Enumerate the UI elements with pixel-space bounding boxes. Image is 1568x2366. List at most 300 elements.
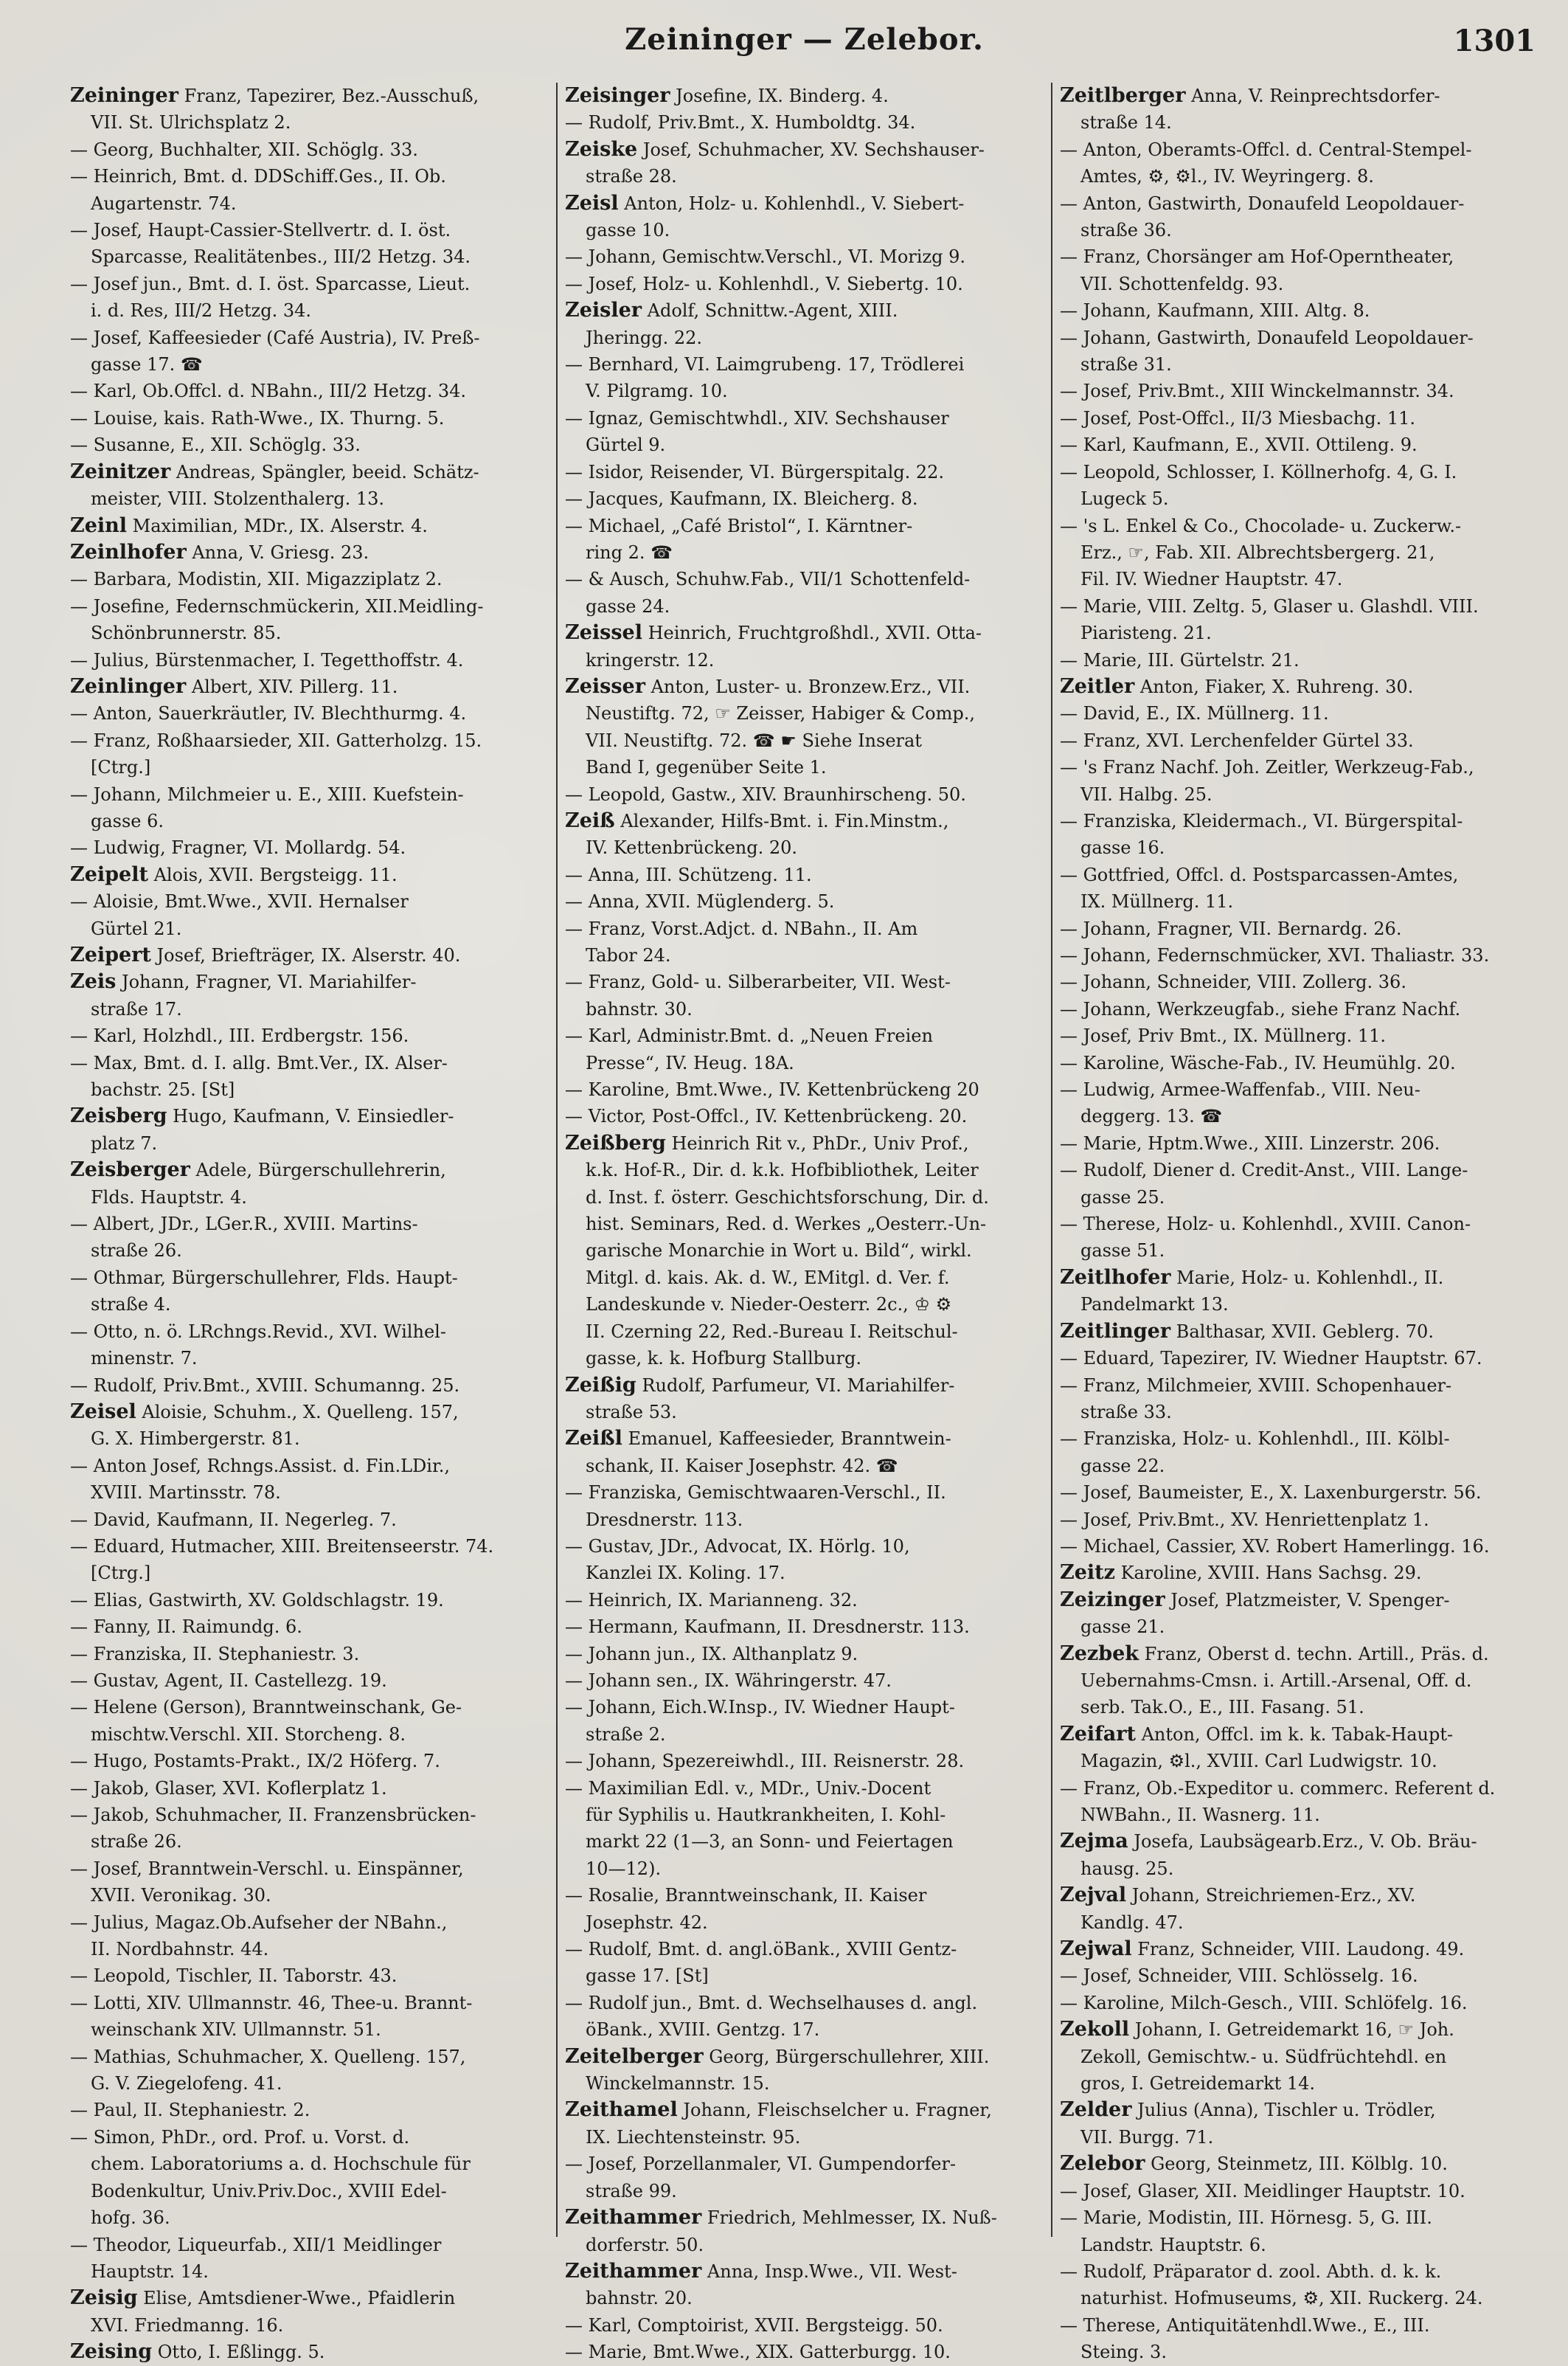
directory-line — [1060, 1936, 1538, 1962]
directory-line — [565, 325, 1044, 351]
entry-text: — Michael, „Café Bristol“, I. Kärntner- — [565, 515, 913, 536]
directory-line — [1060, 1748, 1538, 1774]
directory-line — [70, 1587, 549, 1613]
entry-text: d. Inst. f. österr. Geschichtsforschung, Dir. d. — [586, 1186, 989, 1208]
entry-text: — Johann, Federnschmücker, XVI. Thaliastr. 33. — [1060, 945, 1490, 966]
directory-line — [70, 1237, 549, 1264]
directory-line — [70, 969, 549, 995]
entry-text: — Helene (Gerson), Branntweinschank, Ge- — [70, 1697, 462, 1718]
entry-text: — Franz, Ob.-Expeditor u. commerc. Referent d. — [1060, 1777, 1496, 1799]
directory-line — [565, 1479, 1044, 1506]
directory-line — [565, 1721, 1044, 1748]
directory-line — [565, 1399, 1044, 1425]
entry-text: Tabor 24. — [586, 945, 671, 966]
entry-text: Hauptstr. 14. — [91, 2261, 209, 2282]
entry-text: VII. Neustiftg. 72. ☎ ☛ Siehe Inserat — [586, 730, 922, 751]
surname: Zeizinger — [1060, 1588, 1165, 1611]
entry-text: schank, II. Kaiser Josephstr. 42. ☎ — [586, 1455, 898, 1476]
directory-line — [70, 2178, 549, 2204]
directory-line — [565, 781, 1044, 808]
directory-line — [565, 271, 1044, 297]
directory-line — [70, 942, 549, 969]
surname: Zeisl — [565, 191, 619, 215]
entry-text: Johann, Fragner, VI. Mariahilfer- — [116, 972, 417, 993]
directory-line — [70, 888, 549, 915]
directory-line — [565, 1882, 1044, 1909]
directory-line — [1060, 942, 1538, 969]
directory-line — [565, 2044, 1044, 2070]
entry-text: — Josef, Haupt-Cassier-Stellvertr. d. I. öst. — [70, 220, 451, 241]
directory-line — [565, 2339, 1044, 2365]
entry-text: gasse 6. — [91, 810, 164, 831]
directory-line — [565, 297, 1044, 324]
surname: Zeifart — [1060, 1722, 1136, 1746]
entry-text: Anton, Fiaker, X. Ruhreng. 30. — [1134, 676, 1414, 697]
entry-text: — Karl, Holzhdl., III. Erdbergstr. 156. — [70, 1025, 409, 1047]
surname: Zeinlhofer — [70, 540, 187, 564]
directory-line — [70, 1802, 549, 1828]
directory-line — [565, 700, 1044, 727]
directory-line — [565, 513, 1044, 539]
directory-line — [565, 1103, 1044, 1130]
directory-line — [70, 2070, 549, 2097]
directory-line — [70, 1507, 549, 1533]
directory-line — [1060, 808, 1538, 834]
entry-text: ring 2. ☎ — [586, 542, 673, 563]
surname: Zejwal — [1060, 1937, 1132, 1961]
entry-text: — Franziska, Holz- u. Kohlenhdl., III. Kölbl- — [1060, 1428, 1450, 1450]
surname: Zejma — [1060, 1830, 1128, 1853]
directory-line — [1060, 1291, 1538, 1318]
surname: Zeipert — [70, 944, 151, 966]
entry-text: k.k. Hof-R., Dir. d. k.k. Hofbibliothek, Leiter — [586, 1160, 979, 1181]
directory-line — [1060, 271, 1538, 297]
directory-line — [565, 2016, 1044, 2043]
entry-text: Mitgl. d. kais. Ak. d. W., EMitgl. d. Ver. f. — [586, 1267, 950, 1288]
directory-line — [565, 1533, 1044, 1560]
entry-text: platz 7. — [91, 1132, 158, 1154]
directory-line — [70, 1909, 549, 1936]
column-1 — [70, 83, 558, 2364]
entry-text: [Ctrg.] — [91, 1563, 151, 1584]
directory-line — [70, 674, 549, 700]
entry-text: — Rudolf, Priv.Bmt., X. Humboldtg. 34. — [565, 112, 916, 134]
directory-line — [565, 727, 1044, 754]
surname: Zeisser — [565, 674, 645, 698]
entry-text: — Gottfried, Offcl. d. Postsparcassen-Amtes, — [1060, 864, 1459, 885]
directory-line — [70, 1103, 549, 1130]
entry-text: Josefine, IX. Binderg. 4. — [670, 86, 889, 106]
directory-line — [565, 539, 1044, 566]
directory-line — [1060, 297, 1538, 324]
entry-text: Gürtel 21. — [91, 918, 182, 939]
entry-text: VII. Halbg. 25. — [1080, 784, 1213, 805]
entry-text: Maximilian, MDr., IX. Alserstr. 4. — [127, 515, 428, 536]
entry-text: Neustiftg. 72, ☞ Zeisser, Habiger & Comp., — [586, 703, 975, 724]
directory-line — [565, 432, 1044, 458]
directory-line — [1060, 996, 1538, 1023]
directory-line — [565, 1425, 1044, 1452]
directory-line — [565, 1372, 1044, 1399]
entry-text: Steing. 3. — [1080, 2342, 1167, 2363]
entry-text: — Anton, Oberamts-Offcl. d. Central-Stempel- — [1060, 139, 1472, 160]
directory-line — [1060, 2124, 1538, 2151]
directory-line — [70, 593, 549, 620]
entry-text: garische Monarchie in Wort u. Bild“, wirkl. — [586, 1240, 972, 1262]
directory-line — [565, 1667, 1044, 1694]
entry-text: Alexander, Hilfs-Bmt. i. Fin.Minstm., — [614, 810, 949, 831]
entry-text: serb. Tak.O., E., III. Fasang. 51. — [1080, 1697, 1364, 1718]
entry-text: hofg. 36. — [91, 2207, 170, 2229]
directory-line — [70, 996, 549, 1023]
directory-line — [1060, 647, 1538, 674]
entry-text: Adele, Bürgerschullehrerin, — [190, 1160, 446, 1181]
directory-line — [565, 1990, 1044, 2016]
entry-text: — Fanny, II. Raimundg. 6. — [70, 1616, 302, 1638]
entry-text: gasse 24. — [586, 595, 670, 617]
surname: Zelebor — [1060, 2152, 1145, 2176]
entry-text: — Paul, II. Stephaniestr. 2. — [70, 2100, 311, 2121]
entry-text: — Johann, Werkzeugfab., siehe Franz Nachf. — [1060, 998, 1461, 1020]
directory-line — [1060, 1855, 1538, 1882]
entry-text: — David, Kaufmann, II. Negerleg. 7. — [70, 1509, 397, 1530]
entry-text: Aloisie, Schuhm., X. Quelleng. 157, — [136, 1401, 459, 1422]
entry-text: — Anna, III. Schützeng. 11. — [565, 864, 812, 885]
surname: Zeisler — [565, 299, 642, 322]
directory-line — [1060, 2285, 1538, 2311]
directory-line — [565, 754, 1044, 781]
entry-text: gasse 51. — [1080, 1240, 1165, 1262]
entry-text: bahnstr. 30. — [586, 998, 693, 1020]
directory-line — [1060, 1775, 1538, 1802]
columns — [70, 83, 1538, 2364]
directory-line — [70, 1265, 549, 1291]
entry-text: II. Czerning 22, Red.-Bureau I. Reitschul- — [586, 1321, 958, 1342]
entry-text: — Rudolf, Bmt. d. angl.öBank., XVIII Gentz- — [565, 1939, 957, 1960]
directory-line — [70, 781, 549, 808]
surname: Zeiske — [565, 137, 638, 161]
directory-line — [70, 1533, 549, 1560]
directory-line — [565, 243, 1044, 270]
directory-line — [1060, 1453, 1538, 1479]
directory-line — [1060, 674, 1538, 700]
directory-line — [565, 1587, 1044, 1613]
entry-text: — Hugo, Postamts-Prakt., IX/2 Höferg. 7. — [70, 1751, 440, 1772]
directory-line — [1060, 1613, 1538, 1640]
directory-line — [70, 2204, 549, 2231]
directory-line — [565, 1560, 1044, 1586]
directory-line — [565, 1184, 1044, 1211]
entry-text: kringerstr. 12. — [586, 649, 715, 671]
entry-text: — Victor, Post-Offcl., IV. Kettenbrückeng. 20. — [565, 1106, 968, 1127]
directory-line — [70, 1372, 549, 1399]
directory-line — [565, 1909, 1044, 1936]
directory-line — [565, 351, 1044, 378]
entry-text: Josef, Briefträger, IX. Alserstr. 40. — [150, 945, 461, 966]
directory-line — [565, 1237, 1044, 1264]
entry-text: — Franziska, II. Stephaniestr. 3. — [70, 1643, 360, 1664]
entry-text: öBank., XVIII. Gentzg. 17. — [586, 2019, 820, 2041]
directory-line — [70, 1962, 549, 1989]
entry-text: — Anton, Sauerkräutler, IV. Blechthurmg. 4. — [70, 703, 467, 724]
directory-line — [1060, 1560, 1538, 1586]
directory-line — [1060, 1399, 1538, 1425]
entry-text: — Anton, Gastwirth, Donaufeld Leopoldauer- — [1060, 193, 1465, 214]
entry-text: Johann, Streichriemen-Erz., XV. — [1126, 1885, 1416, 1906]
entry-text: straße 14. — [1080, 112, 1172, 134]
directory-line — [565, 1613, 1044, 1640]
entry-text: — Johann, Schneider, VIII. Zollerg. 36. — [1060, 972, 1406, 993]
entry-text: Franz, Schneider, VIII. Laudong. 49. — [1131, 1939, 1465, 1960]
directory-line — [1060, 243, 1538, 270]
directory-line — [70, 271, 549, 297]
entry-text: straße 53. — [586, 1401, 677, 1422]
directory-line — [70, 83, 549, 109]
entry-text: — Karl, Administr.Bmt. d. „Neuen Freien — [565, 1025, 933, 1047]
directory-line — [565, 1211, 1044, 1237]
directory-line — [70, 647, 549, 674]
directory-line — [70, 1775, 549, 1802]
entry-text: — Therese, Antiquitätenhdl.Wwe., E., III. — [1060, 2314, 1430, 2336]
directory-line — [565, 1694, 1044, 1720]
entry-text: — Gustav, Agent, II. Castellezg. 19. — [70, 1670, 387, 1691]
entry-text: deggerg. 13. ☎ — [1080, 1106, 1223, 1127]
directory-line — [1060, 539, 1538, 566]
directory-line — [70, 1828, 549, 1855]
directory-line — [70, 916, 549, 942]
entry-text: — Karoline, Milch-Gesch., VIII. Schlöfelg. 16. — [1060, 1992, 1468, 2013]
directory-line — [70, 2258, 549, 2285]
directory-line — [70, 109, 549, 136]
directory-line — [1060, 351, 1538, 378]
directory-line — [1060, 378, 1538, 404]
directory-line — [1060, 1184, 1538, 1211]
directory-line — [1060, 1345, 1538, 1371]
directory-line — [1060, 459, 1538, 485]
directory-line — [1060, 217, 1538, 243]
entry-text: — Johann sen., IX. Währingerstr. 47. — [565, 1670, 892, 1691]
entry-text: — Josef, Priv.Bmt., XV. Henriettenplatz 1. — [1060, 1509, 1429, 1530]
directory-line — [1060, 1023, 1538, 1049]
directory-line — [1060, 2070, 1538, 2097]
entry-text: — Franz, Chorsänger am Hof-Operntheater, — [1060, 246, 1454, 268]
surname: Zeißl — [565, 1427, 622, 1450]
directory-line — [1060, 1050, 1538, 1076]
directory-line — [70, 566, 549, 592]
directory-line — [70, 1613, 549, 1640]
directory-line — [70, 1425, 549, 1452]
directory-line — [565, 1318, 1044, 1345]
surname: Zeitlinger — [1060, 1319, 1171, 1343]
entry-text: gasse, k. k. Hofburg Stallburg. — [586, 1348, 861, 1369]
entry-text: Anna, V. Reinprechtsdorfer- — [1185, 86, 1440, 106]
entry-text: — Leopold, Gastw., XIV. Braunhirscheng. 50. — [565, 784, 966, 805]
directory-line — [1060, 1479, 1538, 1506]
entry-text: — 's L. Enkel & Co., Chocolade- u. Zuckerw.- — [1060, 515, 1462, 536]
directory-line — [70, 325, 549, 351]
entry-text: Georg, Bürgerschullehrer, XIII. — [703, 2046, 990, 2067]
entry-text: — Johann, Spezereiwhdl., III. Reisnerstr. 28. — [565, 1751, 965, 1772]
directory-line — [565, 459, 1044, 485]
entry-text: [Ctrg.] — [91, 757, 151, 778]
directory-line — [70, 1748, 549, 1774]
entry-text: Kandlg. 47. — [1080, 1912, 1184, 1933]
directory-line — [1060, 2258, 1538, 2285]
entry-text: Dresdnerstr. 113. — [586, 1509, 743, 1530]
entry-text: G. X. Himbergerstr. 81. — [91, 1428, 300, 1450]
directory-line — [70, 163, 549, 190]
entry-text: Albert, XIV. Pillerg. 11. — [186, 676, 398, 697]
directory-line — [565, 1748, 1044, 1774]
entry-text: — Karl, Ob.Offcl. d. NBahn., III/2 Hetzg. 34. — [70, 381, 467, 402]
entry-text: straße 26. — [91, 1831, 182, 1853]
entry-text: Amtes, ⚙, ⚙l., IV. Weyringerg. 8. — [1080, 166, 1374, 187]
directory-line — [70, 834, 549, 861]
directory-line — [565, 1962, 1044, 1989]
entry-text: — Josef jun., Bmt. d. I. öst. Sparcasse, Lieut. — [70, 273, 471, 294]
entry-text: — Eduard, Hutmacher, XIII. Breitenseerstr. 74. — [70, 1535, 494, 1557]
directory-line — [1060, 1372, 1538, 1399]
entry-text: IV. Kettenbrückeng. 20. — [586, 837, 798, 859]
entry-text: XVI. Friedmanng. 16. — [91, 2314, 284, 2336]
directory-line — [70, 1211, 549, 1237]
entry-text: Jheringg. 22. — [586, 327, 703, 348]
directory-line — [1060, 1103, 1538, 1130]
entry-text: hausg. 25. — [1080, 1858, 1174, 1879]
directory-line — [1060, 2016, 1538, 2043]
surname: Zeinitzer — [70, 460, 171, 483]
surname: Zeithammer — [565, 2259, 702, 2283]
entry-text: Augartenstr. 74. — [91, 193, 237, 214]
directory-line — [565, 620, 1044, 646]
entry-text: — Josefine, Federnschmückerin, XII.Meidling- — [70, 595, 484, 617]
entry-text: gasse 16. — [1080, 837, 1165, 859]
entry-text: Emanuel, Kaffeesieder, Branntwein- — [622, 1428, 951, 1450]
directory-line — [70, 539, 549, 566]
entry-text: Franz, Tapezirer, Bez.-Ausschuß, — [178, 86, 479, 106]
directory-line — [70, 297, 549, 324]
entry-text: minenstr. 7. — [91, 1348, 198, 1369]
directory-line — [70, 1291, 549, 1318]
directory-line — [565, 1076, 1044, 1103]
entry-text: Anton, Offcl. im k. k. Tabak-Haupt- — [1135, 1723, 1454, 1745]
entry-text: Josefa, Laubsägearb.Erz., V. Ob. Bräu- — [1128, 1831, 1477, 1853]
directory-line — [565, 1936, 1044, 1962]
entry-text: — Josef, Branntwein-Verschl. u. Einspänner, — [70, 1858, 464, 1879]
entry-text: — Johann, Kaufmann, XIII. Altg. 8. — [1060, 300, 1370, 322]
entry-text: Gürtel 9. — [586, 435, 666, 456]
column-2 — [558, 83, 1052, 2363]
entry-text: Band I, gegenüber Seite 1. — [586, 757, 827, 778]
entry-text: straße 2. — [586, 1723, 666, 1745]
directory-line — [1060, 1962, 1538, 1989]
directory-line — [70, 2124, 549, 2151]
entry-text: — Max, Bmt. d. I. allg. Bmt.Ver., IX. Alser- — [70, 1052, 448, 1073]
entry-text: Otto, I. Eßlingg. 5. — [152, 2342, 325, 2363]
surname: Zeising — [70, 2340, 153, 2364]
directory-line — [70, 432, 549, 458]
directory-line — [565, 862, 1044, 888]
directory-line — [565, 834, 1044, 861]
surname: Zeitelberger — [565, 2044, 704, 2068]
entry-text: Anna, V. Griesg. 23. — [186, 542, 370, 563]
entry-text: straße 36. — [1080, 220, 1172, 241]
directory-line — [1060, 1076, 1538, 1103]
entry-text: IX. Müllnerg. 11. — [1080, 891, 1234, 913]
directory-line — [1060, 2312, 1538, 2339]
surname: Zekoll — [1060, 2018, 1130, 2041]
directory-line — [565, 566, 1044, 592]
entry-text: chem. Laboratoriums a. d. Hochschule für — [91, 2154, 471, 2175]
entry-text: — Therese, Holz- u. Kohlenhdl., XVIII. Canon- — [1060, 1214, 1471, 1235]
directory-line — [565, 109, 1044, 136]
entry-text: II. Nordbahnstr. 44. — [91, 1939, 269, 1960]
directory-line — [1060, 1507, 1538, 1533]
directory-line — [70, 2016, 549, 2043]
directory-line — [565, 1345, 1044, 1371]
surname: Zeiß — [565, 809, 615, 832]
directory-line — [1060, 485, 1538, 512]
directory-line — [70, 862, 549, 888]
directory-line — [70, 1023, 549, 1049]
entry-text: — Othmar, Bürgerschullehrer, Flds. Haupt- — [70, 1267, 458, 1288]
directory-line — [565, 2097, 1044, 2123]
directory-line — [70, 1694, 549, 1720]
directory-line — [1060, 593, 1538, 620]
directory-line — [1060, 1587, 1538, 1613]
surname: Zeisel — [70, 1400, 136, 1423]
directory-line — [565, 888, 1044, 915]
directory-line — [1060, 190, 1538, 217]
entry-text: 10—12). — [586, 1858, 662, 1879]
entry-text: — Otto, n. ö. LRchngs.Revid., XVI. Wilhel- — [70, 1321, 446, 1342]
entry-text: Josef, Schuhmacher, XV. Sechshauser- — [637, 139, 985, 160]
entry-text: — Josef, Porzellanmaler, VI. Gumpendorfer- — [565, 2154, 957, 2175]
directory-line — [1060, 2151, 1538, 2177]
directory-line — [565, 1641, 1044, 1667]
directory-line — [70, 459, 549, 485]
entry-text: — Josef, Glaser, XII. Meidlinger Hauptstr. 10. — [1060, 2180, 1465, 2201]
entry-text: VII. Burgg. 71. — [1080, 2126, 1214, 2148]
directory-line — [70, 1157, 549, 1183]
directory-line — [1060, 163, 1538, 190]
directory-line — [565, 2070, 1044, 2097]
directory-line — [70, 2151, 549, 2177]
directory-line — [1060, 432, 1538, 458]
directory-line — [70, 1345, 549, 1371]
entry-text: — Theodor, Liqueurfab., XII/1 Meidlinger — [70, 2234, 442, 2255]
entry-text: — Marie, III. Gürtelstr. 21. — [1060, 649, 1300, 671]
directory-line — [565, 190, 1044, 217]
entry-text: — Rudolf, Präparator d. zool. Abth. d. k. k. — [1060, 2261, 1442, 2282]
directory-line — [1060, 1990, 1538, 2016]
entry-text: — Josef, Kaffeesieder (Café Austria), IV. Preß- — [70, 327, 480, 348]
entry-text: — Bernhard, VI. Laimgrubeng. 17, Trödlerei — [565, 354, 965, 376]
directory-line — [70, 1050, 549, 1076]
entry-text: Johann, Fleischselcher u. Fragner, — [677, 2100, 992, 2121]
entry-text: XVIII. Martinsstr. 78. — [91, 1482, 281, 1504]
entry-text: Franz, Oberst d. techn. Artill., Präs. d. — [1139, 1643, 1489, 1664]
entry-text: — Franz, Roßhaarsieder, XII. Gatterholzg. 15. — [70, 730, 482, 751]
entry-text: naturhist. Hofmuseums, ⚙, XII. Ruckerg. 24. — [1080, 2288, 1483, 2309]
entry-text: bachstr. 25. [St] — [91, 1079, 235, 1101]
directory-line — [565, 378, 1044, 404]
surname: Zeisberger — [70, 1158, 190, 1182]
entry-text: — 's Franz Nachf. Joh. Zeitler, Werkzeug-Fab., — [1060, 757, 1474, 778]
entry-text: — Franziska, Kleidermach., VI. Bürgerspital- — [1060, 810, 1463, 831]
entry-text: straße 17. — [91, 998, 182, 1020]
entry-text: mischtw.Verschl. XII. Storcheng. 8. — [91, 1723, 406, 1745]
